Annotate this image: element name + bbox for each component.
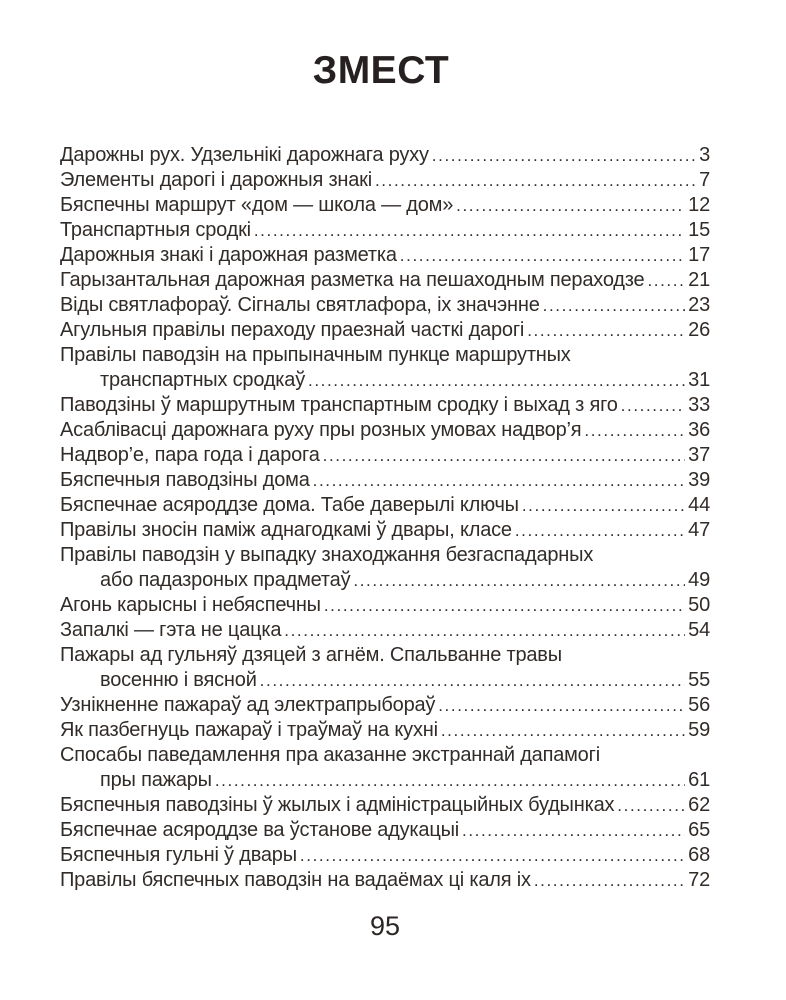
toc-entry-text: Агонь карысны і небяспечны <box>60 594 321 616</box>
toc-entry-page: 72 <box>688 869 710 891</box>
toc-entry-page: 65 <box>688 819 710 841</box>
dot-leader-decoration <box>441 718 685 743</box>
toc-entry-page: 17 <box>688 244 710 266</box>
toc-entry-page: 49 <box>688 569 710 591</box>
dot-leader-decoration <box>543 293 686 318</box>
dot-leader-decoration <box>621 393 685 418</box>
toc-entry-text: Запалкі — гэта не цацка <box>60 619 282 641</box>
toc-entry-text: Гарызантальная дарожная разметка на пешаходным пераходзе <box>60 269 645 291</box>
dot-leader-decoration <box>324 593 685 618</box>
toc-entry-text: Пажары ад гульняў дзяцей з агнём. Спальванне травы <box>60 644 562 666</box>
toc-entry-text: Узнікненне пажараў ад электрапрыбораў <box>60 694 436 716</box>
toc-entry-text: Правілы зносін паміж аднагодкамі ў двары, класе <box>60 519 512 541</box>
toc-row <box>60 468 710 493</box>
dot-leader-decoration <box>254 218 685 243</box>
toc-row <box>60 868 710 893</box>
toc-entry-page: 59 <box>688 719 710 741</box>
toc-row <box>60 743 710 768</box>
toc-entry-text: Бяспечны маршрут «дом — школа — дом» <box>60 194 454 216</box>
toc-entry-text: Правілы бяспечных паводзін на вадаёмах ці каля іх <box>60 869 531 891</box>
toc-row <box>60 418 710 443</box>
page-title: ЗМЕСТ <box>312 49 450 92</box>
dot-leader-decoration <box>323 443 686 468</box>
toc-entry-page: 62 <box>688 794 710 816</box>
toc-entry-text: Спосабы паведамлення пра аказанне экстраннай дапамогі <box>60 744 600 766</box>
toc-entry-page: 36 <box>688 419 710 441</box>
toc-entry-page: 55 <box>688 669 710 691</box>
toc-entry-page: 21 <box>688 269 710 291</box>
toc-row <box>60 193 710 218</box>
toc-entry-text: Надвор’е, пара года і дарога <box>60 444 320 466</box>
dot-leader-decoration <box>617 793 685 818</box>
toc-row <box>60 318 710 343</box>
dot-leader-decoration <box>515 518 685 543</box>
toc-entry-text: восенню і вясной <box>100 669 257 691</box>
toc-entry-text: Бяспечныя паводзіны дома <box>60 469 310 491</box>
toc-entry-page: 3 <box>699 144 710 166</box>
toc-entry-page: 61 <box>688 769 710 791</box>
dot-leader-decoration <box>456 193 685 218</box>
dot-leader-decoration <box>647 268 685 293</box>
toc-entry-text: Бяспечныя паводзіны ў жылых і адміністрацыйных будынках <box>60 794 615 816</box>
toc-entry-page: 56 <box>688 694 710 716</box>
toc-entry-page: 68 <box>688 844 710 866</box>
toc-entry-text: пры пажары <box>100 769 212 791</box>
toc-row <box>60 768 710 793</box>
dot-leader-decoration <box>313 468 686 493</box>
dot-leader-decoration <box>215 768 685 793</box>
toc-row <box>60 543 710 568</box>
toc-row <box>60 293 710 318</box>
folio-page-number: 95 <box>369 911 401 941</box>
toc-row <box>60 793 710 818</box>
toc-entry-text: Бяспечнае асяроддзе ва ўстанове адукацыі <box>60 819 460 841</box>
toc-entry-text: Дарожны рух. Удзельнікі дарожнага руху <box>60 144 429 166</box>
toc-entry-text: Бяспечнае асяроддзе дома. Табе даверылі ключы <box>60 494 519 516</box>
toc-row <box>60 718 710 743</box>
toc-entry-text: Правілы паводзін у выпадку знаходжання безгаспадарных <box>60 544 594 566</box>
toc-entry-page: 50 <box>688 594 710 616</box>
toc-entry-text: Віды святлафораў. Сігналы святлафора, іх значэнне <box>60 294 540 316</box>
toc-row <box>60 518 710 543</box>
toc-row <box>60 393 710 418</box>
toc-entry-page: 39 <box>688 469 710 491</box>
toc-entry-page: 12 <box>688 194 710 216</box>
toc-row <box>60 568 710 593</box>
toc-row <box>60 643 710 668</box>
dot-leader-decoration <box>284 618 685 643</box>
toc-entry-text: Паводзіны ў маршрутным транспартным сродку і выхад з яго <box>60 394 618 416</box>
toc-row <box>60 493 710 518</box>
toc-entry-page: 54 <box>688 619 710 641</box>
toc-entry-page: 44 <box>688 494 710 516</box>
toc-row <box>60 443 710 468</box>
dot-leader-decoration <box>522 493 685 518</box>
toc-entry-text: Асаблівасці дарожнага руху пры розных умовах надвор’я <box>60 419 582 441</box>
toc-row <box>60 668 710 693</box>
toc-entry-text: Транспартныя сродкі <box>60 219 251 241</box>
toc-entry-page: 23 <box>688 294 710 316</box>
toc-row <box>60 618 710 643</box>
dot-leader-decoration <box>308 368 685 393</box>
toc-row <box>60 593 710 618</box>
toc-row <box>60 693 710 718</box>
dot-leader-decoration <box>400 243 685 268</box>
toc-entry-page: 47 <box>688 519 710 541</box>
toc-entry-text: Агульныя правілы пераходу праезнай часткі дарогі <box>60 319 525 341</box>
toc-entry-text: Элементы дарогі і дарожныя знакі <box>60 169 372 191</box>
dot-leader-decoration <box>300 843 685 868</box>
toc-entry-page: 7 <box>699 169 710 191</box>
dot-leader-decoration <box>527 318 685 343</box>
dot-leader-decoration <box>260 668 685 693</box>
toc-entry-page: 26 <box>688 319 710 341</box>
toc <box>60 143 710 893</box>
toc-entry-text: Як пазбегнуць пажараў і траўмаў на кухні <box>60 719 438 741</box>
dot-leader-decoration <box>534 868 685 893</box>
toc-entry-page: 37 <box>688 444 710 466</box>
toc-entry-page: 31 <box>688 369 710 391</box>
toc-row <box>60 368 710 393</box>
toc-row <box>60 268 710 293</box>
dot-leader-decoration <box>584 418 685 443</box>
dot-leader-decoration <box>438 693 685 718</box>
toc-row <box>60 818 710 843</box>
toc-row <box>60 143 710 168</box>
toc-entry-text: Правілы паводзін на прыпыначным пункце маршрутных <box>60 344 571 366</box>
toc-row <box>60 243 710 268</box>
dot-leader-decoration <box>462 818 685 843</box>
toc-entry-text: Дарожныя знакі і дарожная разметка <box>60 244 397 266</box>
toc-row <box>60 343 710 368</box>
toc-entry-text: або падазроных прадметаў <box>100 569 351 591</box>
dot-leader-decoration <box>353 568 685 593</box>
toc-row <box>60 218 710 243</box>
dot-leader-decoration <box>375 168 696 193</box>
toc-entry-text: Бяспечныя гульні ў двары <box>60 844 297 866</box>
toc-entry-text: транспартных сродкаў <box>100 369 306 391</box>
toc-entry-page: 15 <box>688 219 710 241</box>
toc-entry-page: 33 <box>688 394 710 416</box>
dot-leader-decoration <box>432 143 696 168</box>
toc-row <box>60 168 710 193</box>
toc-row <box>60 843 710 868</box>
